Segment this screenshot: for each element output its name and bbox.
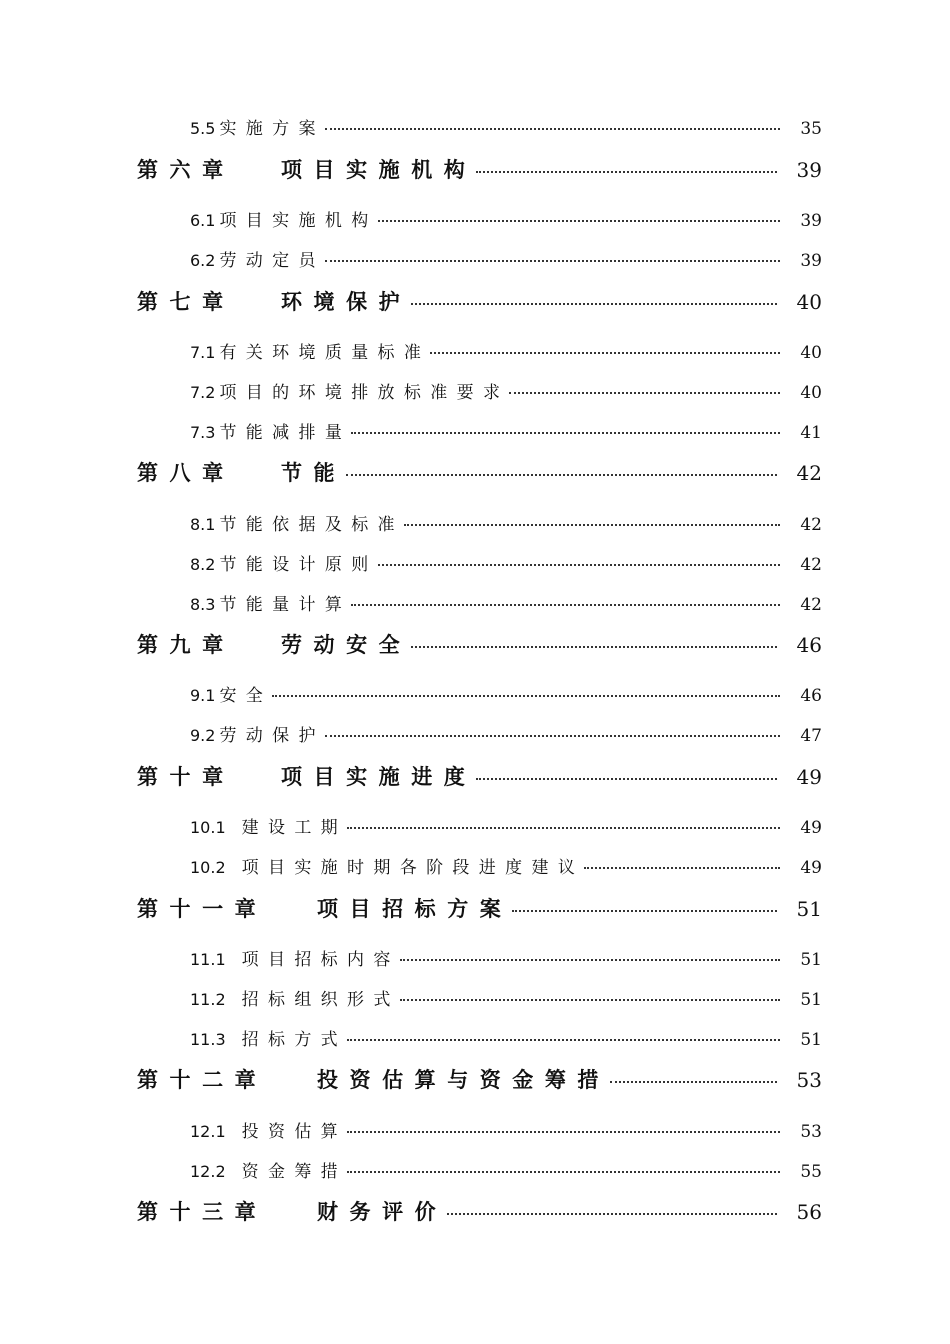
toc-entry-title: 劳动安全 [281,633,412,657]
toc-section-entry[interactable] [190,418,822,443]
toc-entry-number: 8.3 [190,595,216,614]
toc-entry-number: 5.5 [190,119,216,138]
toc-entry-title: 节能减排量 [219,423,352,443]
toc-entry-number: 8.1 [190,515,216,534]
toc-entry-number: 6.2 [190,251,216,270]
toc-page-number: 49 [796,765,822,789]
toc-page-number: 51 [796,897,822,921]
toc-entry-title: 项目实施时期各阶段进度建议 [241,858,585,878]
toc-chapter-entry[interactable] [137,457,822,487]
toc-entry-title: 劳动定员 [219,251,325,271]
toc-entry-number: 11.2 [190,990,226,1009]
toc-entry-number: 第九章 [137,633,235,657]
toc-entry-title: 财务评价 [317,1200,448,1224]
toc-page-number: 49 [800,818,822,838]
toc-page-number: 39 [800,211,822,231]
dot-leader [351,432,780,434]
toc-page-number: 46 [796,633,822,657]
toc-page-number: 53 [796,1068,822,1092]
toc-entry-number: 第六章 [137,158,235,182]
toc-section-entry[interactable] [190,510,822,535]
dot-leader [509,392,780,394]
toc-page-number: 42 [800,595,822,615]
toc-entry-title: 节能设计原则 [219,555,378,575]
toc-entry-title: 项目实施机构 [281,158,477,182]
dot-leader [378,564,780,566]
dot-leader [347,1171,780,1173]
dot-leader [584,867,780,869]
dot-leader [476,171,776,173]
toc-entry-number: 6.1 [190,211,216,230]
toc-entry-title: 节能量计算 [219,595,352,615]
toc-section-entry[interactable] [190,246,822,271]
toc-page-number: 46 [800,686,822,706]
toc-page-number: 47 [800,726,822,746]
toc-entry-title: 有关环境质量标准 [219,343,431,363]
toc-section-entry[interactable] [190,206,822,231]
toc-chapter-entry[interactable] [137,629,822,659]
toc-entry-title: 实施方案 [219,119,325,139]
toc-page-number: 41 [800,423,822,443]
toc-entry-title: 项目实施机构 [219,211,378,231]
dot-leader [430,352,780,354]
toc-section-entry[interactable] [190,985,822,1010]
toc-page-number: 42 [800,515,822,535]
toc-entry-number: 第七章 [137,290,235,314]
dot-leader [378,220,780,222]
toc-section-entry[interactable] [190,590,822,615]
dot-leader [351,604,780,606]
toc-section-entry[interactable] [190,853,822,878]
toc-entry-title: 项目的环境排放标准要求 [219,383,510,403]
toc-section-entry[interactable] [190,550,822,575]
dot-leader [447,1213,776,1215]
toc-chapter-entry[interactable] [137,154,822,184]
toc-section-entry[interactable] [190,378,822,403]
toc-page-number: 49 [800,858,822,878]
toc-chapter-entry[interactable] [137,1196,822,1226]
dot-leader [404,524,780,526]
toc-page-number: 40 [800,343,822,363]
dot-leader [347,827,780,829]
toc-section-entry[interactable] [190,945,822,970]
toc-entry-number: 10.2 [190,858,226,877]
toc-section-entry[interactable] [190,1157,822,1182]
toc-entry-title: 招标组织形式 [241,990,400,1010]
toc-entry-title: 劳动保护 [219,726,325,746]
toc-entry-number: 第十三章 [137,1200,268,1224]
toc-entry-title: 投资估算 [241,1122,348,1142]
toc-entry-title: 项目招标内容 [241,950,400,970]
dot-leader [400,999,780,1001]
dot-leader [610,1081,777,1083]
toc-entry-number: 11.3 [190,1030,226,1049]
dot-leader [476,778,776,780]
toc-entry-number: 第八章 [137,461,235,485]
toc-section-entry[interactable] [190,813,822,838]
toc-entry-title: 建设工期 [241,818,348,838]
toc-page-number: 55 [800,1162,822,1182]
toc-entry-title: 招标方式 [241,1030,348,1050]
dot-leader [411,646,776,648]
toc-entry-number: 7.1 [190,343,216,362]
dot-leader [325,260,780,262]
toc-entry-number: 第十二章 [137,1068,268,1092]
toc-chapter-entry[interactable] [137,893,822,923]
toc-page-number: 35 [800,119,822,139]
toc-entry-number: 第十章 [137,765,235,789]
toc-section-entry[interactable] [190,681,822,706]
toc-section-entry[interactable] [190,721,822,746]
toc-entry-title: 节能依据及标准 [219,515,404,535]
toc-entry-number: 12.1 [190,1122,226,1141]
dot-leader [400,959,780,961]
dot-leader [347,1131,780,1133]
toc-chapter-entry[interactable] [137,761,822,791]
dot-leader [411,303,776,305]
toc-entry-number: 第十一章 [137,897,268,921]
toc-entry-title: 投资估算与资金筹措 [317,1068,610,1092]
toc-section-entry[interactable] [190,338,822,363]
toc-chapter-entry[interactable] [137,1064,822,1094]
toc-page-number: 39 [800,251,822,271]
dot-leader [346,474,776,476]
toc-entry-number: 10.1 [190,818,226,837]
toc-page-number: 40 [796,290,822,314]
toc-section-entry[interactable] [190,1117,822,1142]
toc-entry-title: 项目招标方案 [317,897,513,921]
toc-page-number: 56 [796,1200,822,1224]
toc-page-number: 42 [796,461,822,485]
toc-entry-number: 9.2 [190,726,216,745]
toc-page-number: 51 [800,950,822,970]
toc-entry-number: 8.2 [190,555,216,574]
toc-section-entry[interactable] [190,1025,822,1050]
toc-chapter-entry[interactable] [137,286,822,316]
dot-leader [325,128,780,130]
toc-entry-number: 11.1 [190,950,226,969]
toc-entry-title: 环境保护 [281,290,412,314]
dot-leader [347,1039,780,1041]
dot-leader [325,735,780,737]
dot-leader [512,910,776,912]
dot-leader [272,695,780,697]
toc-section-entry[interactable] [190,114,822,139]
toc-page-number: 51 [800,1030,822,1050]
toc-page-number: 39 [796,158,822,182]
toc-page-number: 40 [800,383,822,403]
toc-entry-number: 12.2 [190,1162,226,1181]
toc-page-number: 53 [800,1122,822,1142]
toc-page-number: 42 [800,555,822,575]
toc-entry-title: 项目实施进度 [281,765,477,789]
toc-entry-title: 节能 [281,461,347,485]
toc-page-number: 51 [800,990,822,1010]
toc-entry-title: 资金筹措 [241,1162,348,1182]
toc-entry-title: 安全 [219,686,273,706]
toc-entry-number: 9.1 [190,686,216,705]
toc-entry-number: 7.2 [190,383,216,402]
toc-entry-number: 7.3 [190,423,216,442]
